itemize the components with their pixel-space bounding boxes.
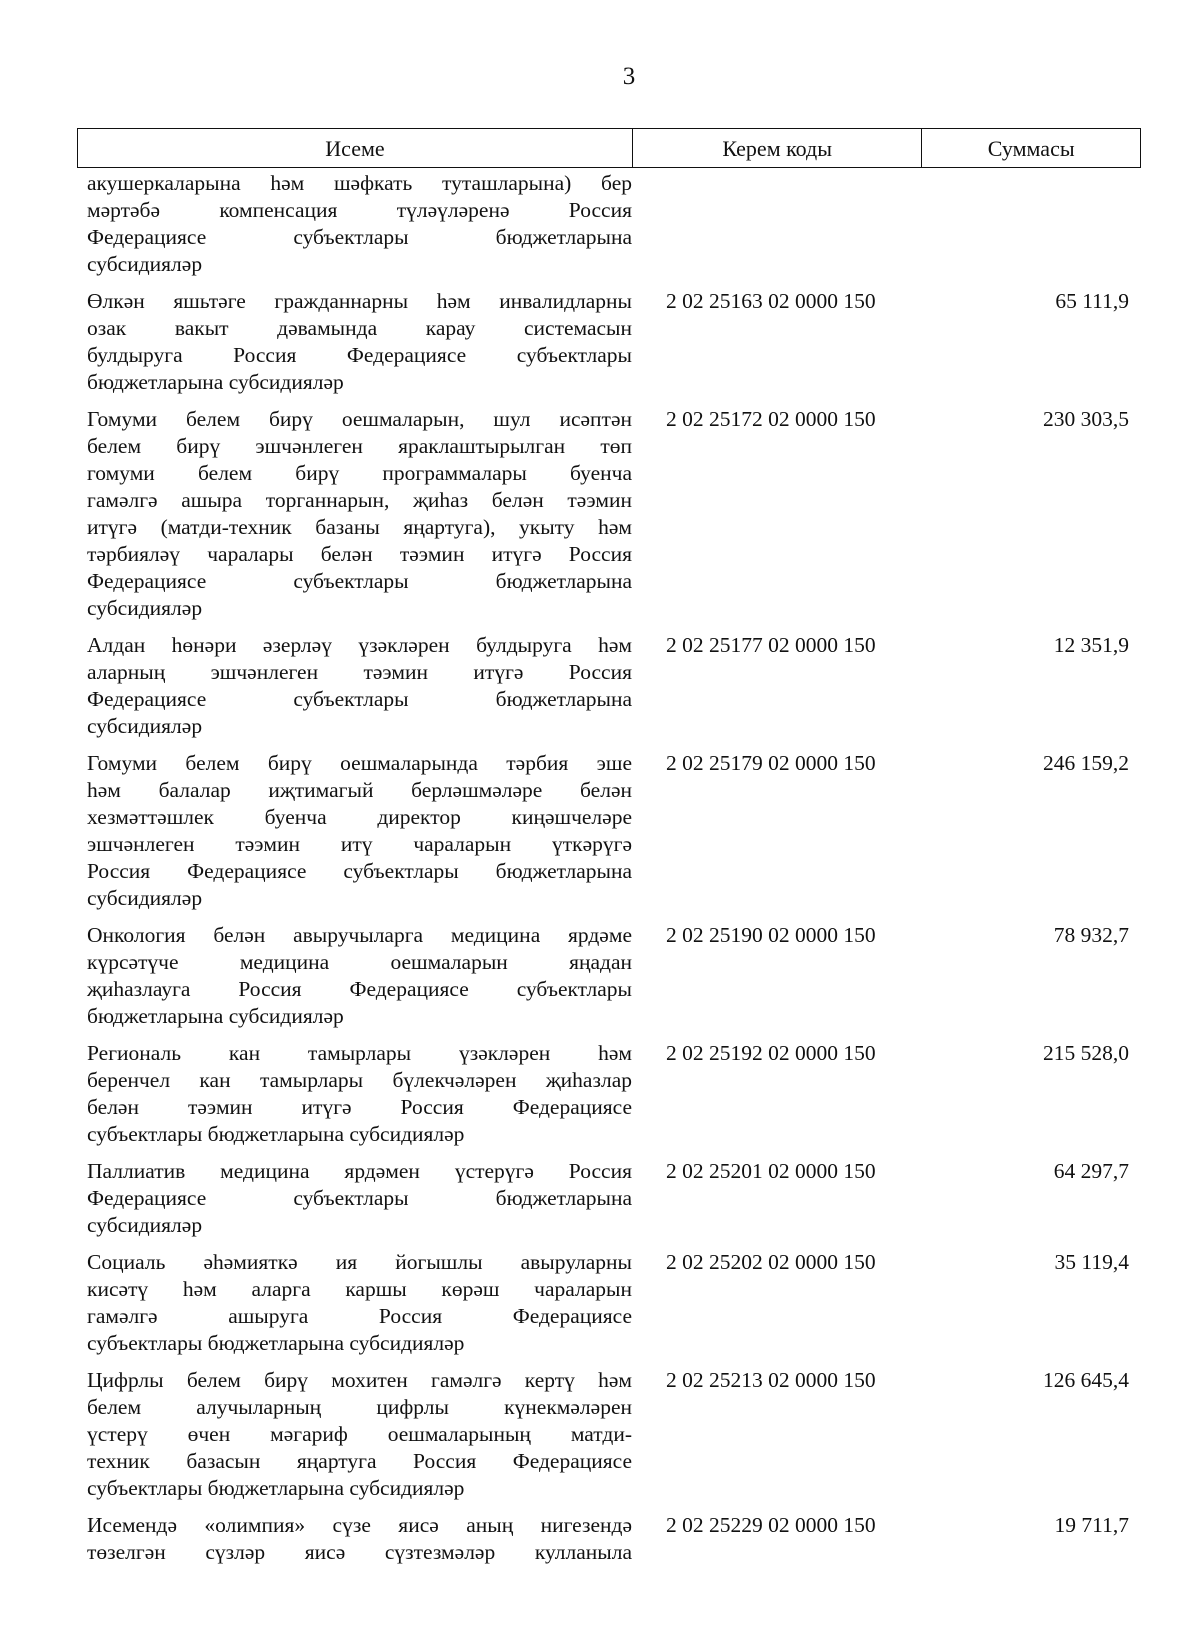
row-gap: [77, 1148, 1141, 1158]
row-sum: 35 119,4: [1054, 1250, 1129, 1274]
row-code: 2 02 25179 02 0000 150: [666, 751, 876, 775]
row-name: [77, 632, 632, 740]
row-name-line: бюджетларына субсидияләр: [87, 1004, 344, 1028]
row-gap: [77, 1357, 1141, 1367]
row-name-line: субъектлары бюджетларына субсидияләр: [87, 1331, 465, 1355]
table-row: [77, 288, 1141, 396]
row-name-line: эшчәнлеген тәэмин итү чараларын үткәрүгә: [87, 832, 632, 856]
table-body: [77, 170, 1141, 1566]
row-name-line: озак вакыт дәвамында карау системасын: [87, 316, 632, 340]
row-name-line: акушеркаларына һәм шәфкать туташларына) бер: [87, 171, 632, 195]
row-name-line: гамәлгә ашыруга Россия Федерациясе: [87, 1304, 632, 1328]
row-name: [77, 922, 632, 1030]
row-name-line: Федерациясе субъектлары бюджетларына: [87, 225, 632, 249]
row-sum: 246 159,2: [1043, 751, 1129, 775]
row-name-line: итүгә (матди-техник базаны яңартуга), укыту һәм: [87, 515, 632, 539]
row-name-line: субсидияләр: [87, 252, 203, 276]
row-name-line: Россия Федерациясе субъектлары бюджетларына: [87, 859, 632, 883]
row-sum: 12 351,9: [1053, 633, 1129, 657]
row-code: 2 02 25202 02 0000 150: [666, 1250, 876, 1274]
row-name-line: субсидияләр: [87, 1213, 203, 1237]
row-name-line: мәртәбә компенсация түләүләренә Россия: [87, 198, 632, 222]
row-code: 2 02 25190 02 0000 150: [666, 923, 876, 947]
page-number: 3: [622, 63, 636, 90]
row-name-line: Цифрлы белем бирү мохитен гамәлгә кертү һәм: [87, 1368, 632, 1392]
row-name-line: гомуми белем бирү программалары буенча: [87, 461, 632, 485]
row-name-line: субъектлары бюджетларына субсидияләр: [87, 1476, 465, 1500]
table-row: [77, 750, 1141, 912]
row-code: 2 02 25192 02 0000 150: [666, 1041, 876, 1065]
row-name-line: белем алучыларның цифрлы күнекмәләрен: [87, 1395, 632, 1419]
table-row: [77, 922, 1141, 1030]
row-name-line: төзелгән сүзләр яисә сүзтезмәләр кулланыла: [87, 1540, 632, 1564]
row-gap: [77, 740, 1141, 750]
row-name-line: Өлкән яшьтәге гражданнарны һәм инвалидларны: [87, 289, 632, 313]
row-name-line: субсидияләр: [87, 714, 203, 738]
table-row: [77, 632, 1141, 740]
row-sum: 78 932,7: [1053, 923, 1129, 947]
row-name-line: субъектлары бюджетларына субсидияләр: [87, 1122, 465, 1146]
row-name-line: субсидияләр: [87, 596, 203, 620]
header-code: Керем коды: [632, 129, 921, 167]
budget-table: [77, 128, 1141, 1566]
row-gap: [77, 1030, 1141, 1040]
row-gap: [77, 1502, 1141, 1512]
row-name-line: беренчел кан тамырлары бүлекчәләрен җиһазлар: [87, 1068, 632, 1092]
row-code: 2 02 25163 02 0000 150: [666, 289, 876, 313]
row-name: [77, 1040, 632, 1148]
row-name-line: Федерациясе субъектлары бюджетларына: [87, 569, 632, 593]
row-name-line: бюджетларына субсидияләр: [87, 370, 344, 394]
table-row: [77, 1158, 1141, 1239]
row-name-line: Региональ кан тамырлары үзәкләрен һәм: [87, 1041, 632, 1065]
row-name-line: аларның эшчәнлеген тәэмин итүгә Россия: [87, 660, 632, 684]
row-name-line: техник базасын яңартуга Россия Федерациясе: [87, 1449, 632, 1473]
row-code: 2 02 25201 02 0000 150: [666, 1159, 876, 1183]
row-name-line: Онкология белән авыручыларга медицина ярдәме: [87, 923, 632, 947]
row-name-line: күрсәтүче медицина оешмаларын яңадан: [87, 950, 632, 974]
row-name-line: Гомуми белем бирү оешмаларында тәрбия эше: [87, 751, 632, 775]
table-row: [77, 1040, 1141, 1148]
row-name: [77, 1512, 632, 1566]
row-name-line: гамәлгә ашыра торганнарын, җиһаз белән тәэмин: [87, 488, 632, 512]
row-name-line: субсидияләр: [87, 886, 203, 910]
row-sum: 65 111,9: [1055, 289, 1129, 313]
row-name-line: Гомуми белем бирү оешмаларын, шул исәптән: [87, 407, 632, 431]
header-name: Исеме: [325, 136, 385, 161]
table-row: [77, 170, 1141, 278]
row-name-line: белән тәэмин итүгә Россия Федерациясе: [87, 1095, 632, 1119]
row-code: 2 02 25213 02 0000 150: [666, 1368, 876, 1392]
row-name: [77, 1249, 632, 1357]
row-name-line: Социаль әһәмияткә ия йогышлы авыруларны: [87, 1250, 632, 1274]
table-row: [77, 1512, 1141, 1566]
row-gap: [77, 622, 1141, 632]
row-name: [77, 170, 632, 278]
row-name-line: булдыруга Россия Федерациясе субъектлары: [87, 343, 632, 367]
row-sum: 230 303,5: [1043, 407, 1129, 431]
row-name-line: Федерациясе субъектлары бюджетларына: [87, 1186, 632, 1210]
row-name: [77, 406, 632, 622]
row-name-line: Алдан һөнәри әзерләү үзәкләрен булдыруга һәм: [87, 633, 632, 657]
row-name: [77, 288, 632, 396]
row-name-line: белем бирү эшчәнлеген яраклаштырылган төп: [87, 434, 632, 458]
row-code: 2 02 25172 02 0000 150: [666, 407, 876, 431]
row-name: [77, 750, 632, 912]
row-name-line: тәрбияләү чаралары белән тәэмин итүгә Россия: [87, 542, 632, 566]
row-name-line: Паллиатив медицина ярдәмен үстерүгә Россия: [87, 1159, 632, 1183]
row-sum: 64 297,7: [1053, 1159, 1129, 1183]
table-row: [77, 1249, 1141, 1357]
table-row: [77, 406, 1141, 622]
row-code: 2 02 25229 02 0000 150: [666, 1513, 876, 1537]
row-name-line: кисәтү һәм аларга каршы көрәш чараларын: [87, 1277, 632, 1301]
row-sum: 215 528,0: [1043, 1041, 1129, 1065]
row-name-line: Исемендә «олимпия» сүзе яисә аның нигезендә: [87, 1513, 632, 1537]
table-header: [77, 128, 1141, 168]
row-gap: [77, 396, 1141, 406]
row-name-line: Федерациясе субъектлары бюджетларына: [87, 687, 632, 711]
row-name-line: һәм балалар иҗтимагый берләшмәләре белән: [87, 778, 632, 802]
row-code: 2 02 25177 02 0000 150: [666, 633, 876, 657]
row-name-line: хезмәттәшлек буенча директор киңәшчеләре: [87, 805, 632, 829]
row-name-line: җиһазлауга Россия Федерациясе субъектлары: [87, 977, 632, 1001]
row-name: [77, 1367, 632, 1502]
row-gap: [77, 278, 1141, 288]
row-name-line: үстерү өчен мәгариф оешмаларының матди-: [87, 1422, 632, 1446]
header-sum: Суммасы: [921, 129, 1140, 167]
row-sum: 19 711,7: [1054, 1513, 1129, 1537]
row-gap: [77, 1239, 1141, 1249]
row-gap: [77, 912, 1141, 922]
row-name: [77, 1158, 632, 1239]
table-row: [77, 1367, 1141, 1502]
row-sum: 126 645,4: [1043, 1368, 1129, 1392]
